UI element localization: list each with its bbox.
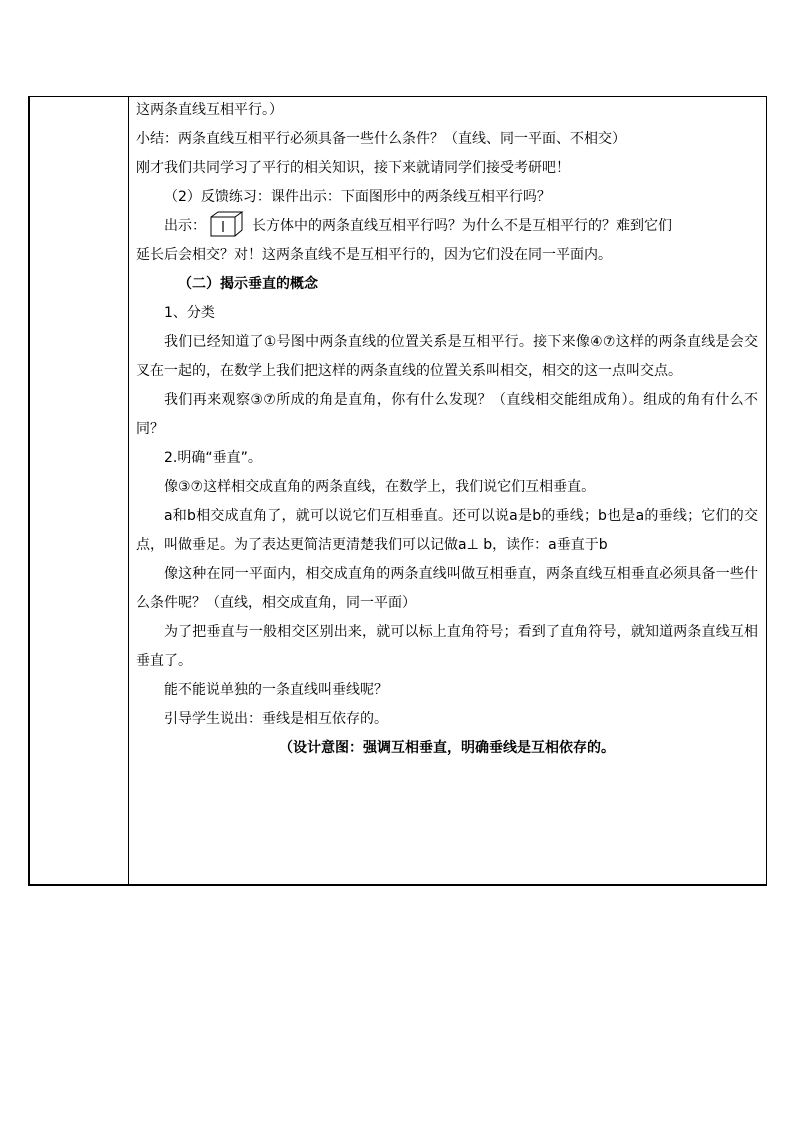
subheading: 1、分类	[164, 305, 215, 321]
subheading: 2.明确“垂直”。	[164, 450, 262, 466]
paragraph: 我们再来观察③⑦所成的角是直角，你有什么发现？（直线相交能组成角）。组成的角有什么不同？	[136, 392, 758, 437]
exercise-line: （2）反馈练习：课件出示：下面图形中的两条线互相平行吗？	[164, 189, 551, 205]
show-label: 出示：	[164, 218, 206, 234]
exercise-show-line	[136, 212, 758, 241]
text-line: 刚才我们共同学习了平行的相关知识，接下来就请同学们接受考研吧！	[136, 160, 570, 176]
column-divider	[128, 96, 129, 886]
cuboid-figure	[210, 211, 244, 237]
paragraph: a和b相交成直角了，就可以说它们互相垂直。还可以说a是b的垂线；b也是a的垂线；它们的交点，叫做垂足。为了表达更简洁更清楚我们可以记做a⊥ b，读作：a垂直于b	[136, 508, 758, 553]
summary-line: 小结：两条直线互相平行必须具备一些什么条件？（直线、同一平面、不相交）	[136, 131, 626, 147]
paragraph: 像这种在同一平面内，相交成直角的两条直线叫做互相垂直，两条直线互相垂直必须具备一些什么条件呢？（直线，相交成直角，同一平面）	[136, 566, 758, 611]
text-line: 像③⑦这样相交成直角的两条直线，在数学上，我们说它们互相垂直。	[164, 479, 596, 495]
text-line: 延长后会相交？对！这两条直线不是互相平行的，因为它们没在同一平面内。	[136, 247, 612, 263]
paragraph: 为了把垂直与一般相交区别出来，就可以标上直角符号；看到了直角符号，就知道两条直线互相垂直了。	[136, 624, 758, 669]
question-line: 能不能说单独的一条直线叫垂线呢？	[164, 682, 388, 698]
paragraph: 我们已经知道了①号图中两条直线的位置关系是互相平行。接下来像④⑦这样的两条直线是会交叉在一起的，在数学上我们把这样的两条直线的位置关系叫相交，相交的这一点叫交点。	[136, 334, 758, 379]
text-line: 这两条直线互相平行。）	[136, 102, 283, 118]
design-intent: （设计意图：强调互相垂直，明确垂线是互相依存的。	[279, 740, 615, 756]
lesson-content	[136, 96, 758, 763]
text-line: 引导学生说出：垂线是相互依存的。	[164, 711, 388, 727]
show-text: 长方体中的两条直线互相平行吗？为什么不是互相平行的？难到它们	[252, 218, 672, 234]
section-heading: （二）揭示垂直的概念	[178, 276, 318, 292]
